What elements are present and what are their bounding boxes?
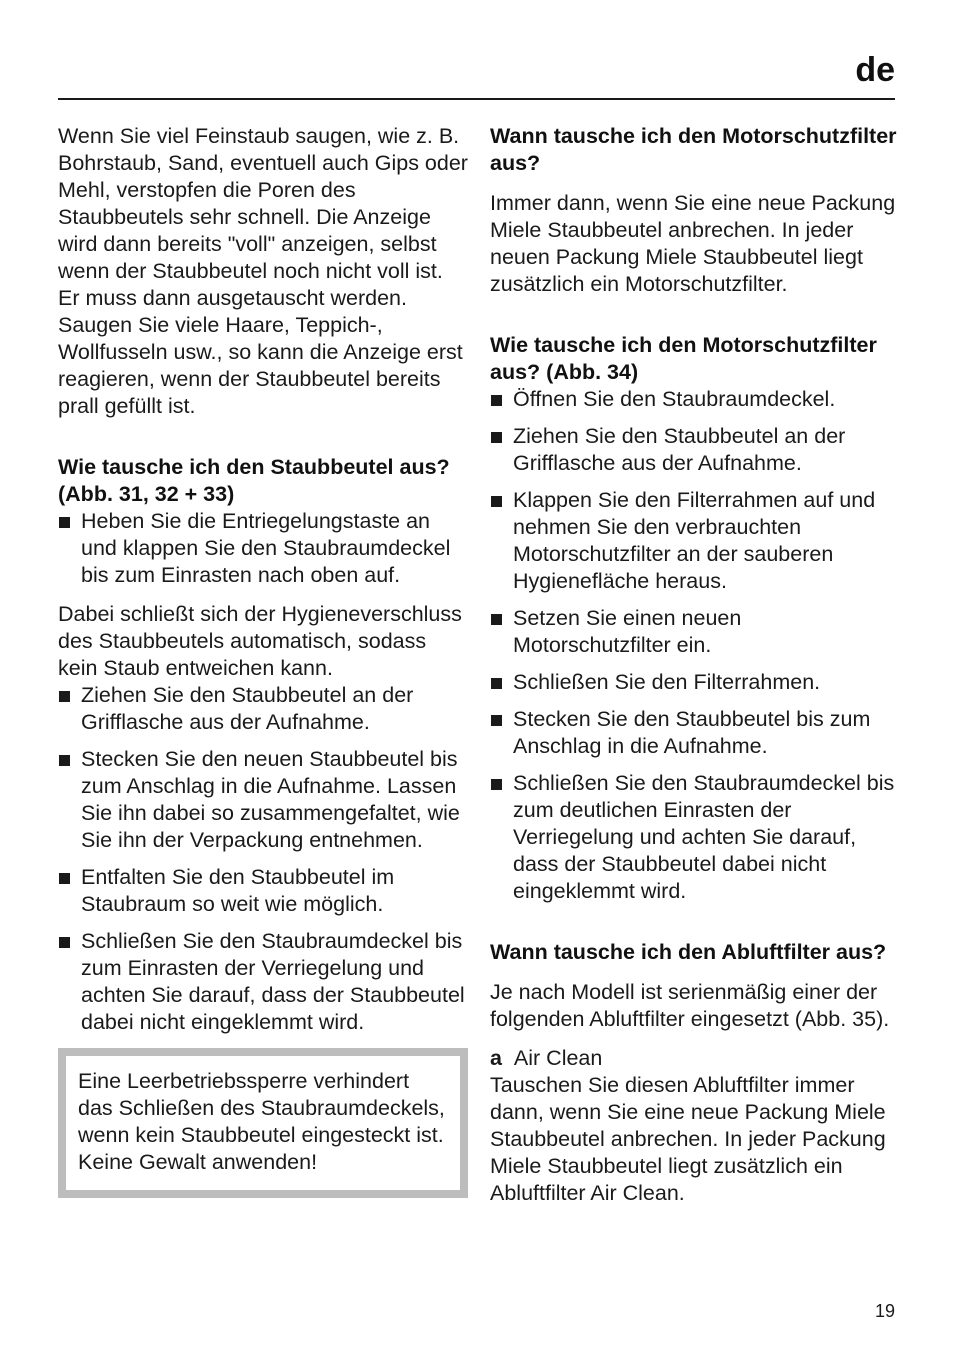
list-item: Schließen Sie den Staubraumdeckel bis zum Einrasten der Verriegelung und achten Sie darauf, dass der Staubbeutel dabei nicht eingeklemmt wird. — [58, 928, 468, 1036]
note-text: Eine Leerbetriebssperre verhindert das Schließen des Staubraumdeckels, wenn kein Staubbeutel eingesteckt ist. Keine Gewalt anwenden! — [78, 1069, 445, 1174]
list-item: Entfalten Sie den Staubbeutel im Staubraum so weit wie möglich. — [58, 864, 468, 918]
list-item: Ziehen Sie den Staubbeutel an der Grifflasche aus der Aufnahme. — [490, 423, 900, 477]
hygiene-paragraph: Dabei schließt sich der Hygieneverschluss des Staubbeutels automatisch, sodass kein Staub entweichen kann. — [58, 602, 462, 680]
list-item: Setzen Sie einen neuen Motorschutzfilter ein. — [490, 605, 900, 659]
intro-paragraph-2: Saugen Sie viele Haare, Teppich-, Wollfusseln usw., so kann die Anzeige erst reagieren, wenn der Staubbeutel bereits prall gefüllt ist. — [58, 313, 463, 418]
list-item: Schließen Sie den Filterrahmen. — [490, 669, 900, 696]
intro-paragraph-1: Wenn Sie viel Feinstaub saugen, wie z. B. Bohrstaub, Sand, eventuell auch Gips oder Mehl, verstopfen die Poren des Staubbeutels sehr schnell. Die Anzeige wird dann bereits "voll" anzeigen, selbst wenn der Staubbeutel noch nicht voll ist. Er muss dann ausgetauscht werden. — [58, 124, 468, 310]
section-heading-motorschutz-when: Wann tausche ich den Motorschutzfilter aus? — [490, 124, 897, 175]
list-item: Stecken Sie den Staubbeutel bis zum Anschlag in die Aufnahme. — [490, 706, 900, 760]
step-list-2 — [58, 682, 468, 1036]
list-item: Stecken Sie den neuen Staubbeutel bis zum Anschlag in die Aufnahme. Lassen Sie ihn dabei so zusammengefaltet, wie Sie ihn der Verpackung entnehmen. — [58, 746, 468, 854]
list-item: Schließen Sie den Staubraumdeckel bis zum deutlichen Einrasten der Verriegelung und achten Sie darauf, dass der Staubbeutel dabei nicht eingeklemmt wird. — [490, 770, 900, 905]
list-item: Klappen Sie den Filterrahmen auf und nehmen Sie den verbrauchten Motorschutzfilter an der sauberen Hygienefläche heraus. — [490, 487, 900, 595]
header-rule — [58, 98, 895, 100]
page-number: 19 — [874, 1301, 895, 1321]
air-clean-paragraph: Tauschen Sie diesen Abluftfilter immer dann, wenn Sie eine neue Packung Miele Staubbeutel anbrechen. In jeder Packung Miele Staubbeutel liegt zusätzlich ein Abluftfilter Air Clean. — [490, 1073, 886, 1205]
list-item: Heben Sie die Entriegelungstaste an und klappen Sie den Staubraumdeckel bis zum Einrasten nach oben auf. — [58, 508, 468, 589]
abluftfilter-paragraph: Je nach Modell ist serienmäßig einer der folgenden Abluftfilter eingesetzt (Abb. 35). — [490, 980, 890, 1031]
step-list-1 — [58, 508, 468, 589]
step-list-3 — [490, 386, 900, 905]
section-heading-staubbeutel: Wie tausche ich den Staubbeutel aus? (Abb. 31, 32 + 33) — [58, 455, 450, 506]
language-code: de — [855, 51, 895, 89]
section-heading-motorschutz-how: Wie tausche ich den Motorschutzfilter aus? (Abb. 34) — [490, 333, 877, 384]
list-item: Öffnen Sie den Staubraumdeckel. — [490, 386, 900, 413]
left-column — [58, 123, 468, 1198]
note-box — [58, 1048, 468, 1198]
motorschutz-paragraph: Immer dann, wenn Sie eine neue Packung Miele Staubbeutel anbrechen. In jeder neuen Packung Miele Staubbeutel liegt zusätzlich ein Motorschutzfilter. — [490, 191, 896, 296]
list-item: Ziehen Sie den Staubbeutel an der Grifflasche aus der Aufnahme. — [58, 682, 468, 736]
air-clean-item — [490, 1045, 900, 1072]
item-key: a — [490, 1046, 502, 1070]
section-heading-abluftfilter: Wann tausche ich den Abluftfilter aus? — [490, 940, 887, 964]
item-label: Air Clean — [513, 1046, 603, 1070]
right-column — [490, 123, 900, 1207]
